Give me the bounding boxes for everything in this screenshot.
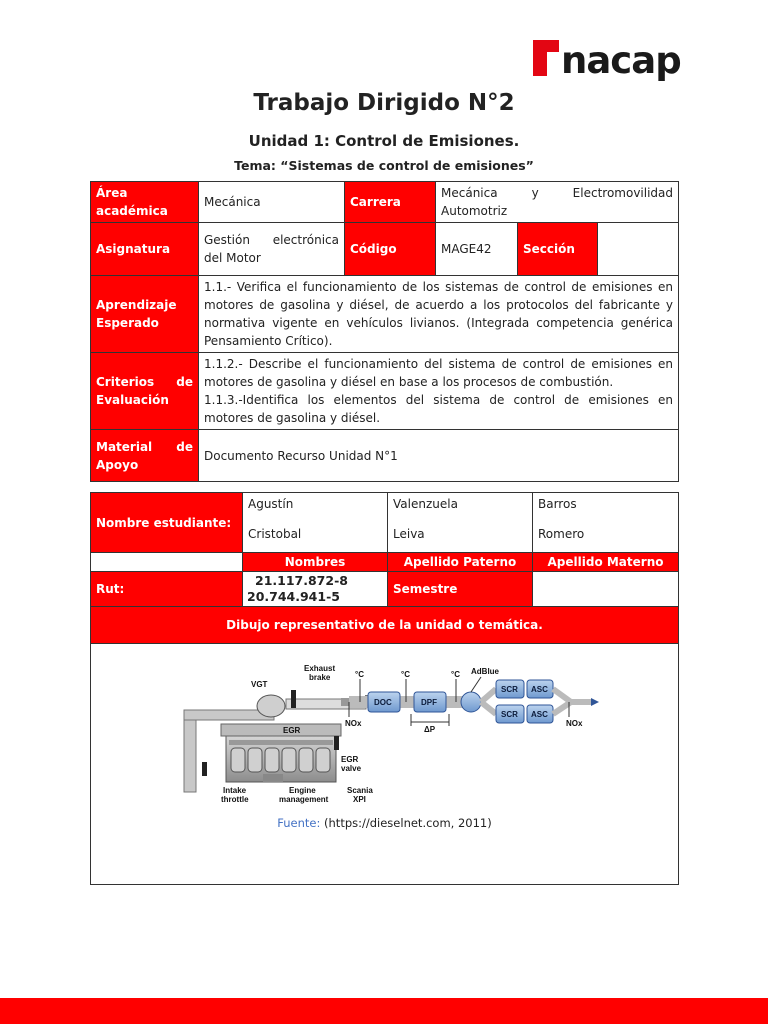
criterio-1: 1.1.2.- Describe el funcionamiento del sistema de control de emisiones en motores de gasolina y diésel en base a los procesos de combustión. [204, 357, 674, 389]
label-intake-2: throttle [221, 795, 249, 804]
codigo-value: MAGE42 [436, 223, 518, 276]
semestre-value [533, 572, 679, 607]
apellido-paterno-header: Apellido Paterno [388, 553, 533, 572]
outlet-arrow [591, 698, 599, 706]
cylinder-3 [265, 748, 279, 772]
student-paternal-2: Leiva [388, 523, 533, 553]
diagram-box [90, 644, 679, 885]
aprendizaje-label: Aprendizaje Esperado [91, 276, 199, 353]
codigo-label: Código [345, 223, 436, 276]
label-temp-2: °C [401, 670, 410, 679]
carrera-value: Mecánica y Electromovilidad Automotriz [436, 182, 679, 223]
merge-top [553, 689, 571, 702]
label-dp: ΔP [424, 725, 436, 734]
rut-2: 20.744.941-5 [247, 589, 340, 604]
nombre-label: Nombre estudiante: [91, 493, 243, 553]
label-intake-1: Intake [223, 786, 247, 795]
label-dpf: DPF [421, 698, 437, 707]
label-scr-top: SCR [501, 685, 518, 694]
tema-line: Tema: “Sistemas de control de emisiones” [234, 158, 534, 173]
label-scania-1: Scania [347, 786, 373, 795]
label-engine-1: Engine [289, 786, 316, 795]
egr-valve-marker [334, 736, 339, 750]
fuente-label: Fuente: [277, 816, 321, 830]
label-temp-1: °C [355, 670, 364, 679]
nombres-header: Nombres [243, 553, 388, 572]
carrera-label: Carrera [345, 182, 436, 223]
label-egr: EGR [283, 726, 301, 735]
header-spacer [91, 553, 243, 572]
cylinder-2 [248, 748, 262, 772]
material-label: Material de Apoyo [91, 430, 199, 482]
cylinder-1 [231, 748, 245, 772]
split-bottom [481, 702, 496, 714]
inacap-logo [533, 38, 681, 82]
student-maternal-2: Romero [533, 523, 679, 553]
apellido-materno-header: Apellido Materno [533, 553, 679, 572]
inacap-logo-text: nacap [561, 39, 681, 82]
student-first-name-1: Agustín [243, 493, 388, 523]
adblue-injector [461, 692, 481, 712]
criterio-2: 1.1.3.-Identifica los elementos del sistema de control de emisiones en motores de gasolina y diésel. [204, 393, 674, 425]
course-info-table [90, 181, 679, 482]
student-table [90, 492, 679, 644]
label-adblue: AdBlue [471, 667, 499, 676]
material-value: Documento Recurso Unidad N°1 [199, 430, 679, 482]
label-doc: DOC [374, 698, 392, 707]
inacap-logo-mark [533, 40, 559, 76]
label-egr-valve-2: valve [341, 764, 362, 773]
fuel-rail [229, 740, 333, 745]
fuente-caption [91, 816, 678, 830]
asignatura-value: Gestión electrónica del Motor [199, 223, 345, 276]
cylinder-5 [299, 748, 313, 772]
seccion-value [598, 223, 679, 276]
label-nox-2: NOx [566, 719, 583, 728]
page-subtitle: Unidad 1: Control de Emisiones. [248, 132, 520, 150]
area-value: Mecánica [199, 182, 345, 223]
merge-bottom [553, 702, 571, 714]
label-temp-3: °C [451, 670, 460, 679]
student-paternal-1: Valenzuela [388, 493, 533, 523]
label-nox-1: NOx [345, 719, 362, 728]
dibujo-label: Dibujo representativo de la unidad o temática. [91, 607, 679, 644]
label-engine-2: management [279, 795, 329, 804]
label-egr-valve-1: EGR [341, 755, 359, 764]
rut-label: Rut: [91, 572, 243, 607]
egr-cooler [221, 724, 341, 736]
label-asc-bottom: ASC [531, 710, 548, 719]
intake-throttle-marker [202, 762, 207, 776]
cylinder-4 [282, 748, 296, 772]
asignatura-label: Asignatura [91, 223, 199, 276]
rut-1: 21.117.872-8 [255, 573, 348, 588]
cylinder-6 [316, 748, 330, 772]
criterios-label: Criterios de Evaluación [91, 353, 199, 430]
label-scr-bottom: SCR [501, 710, 518, 719]
intake-pipe [184, 712, 196, 792]
label-brake: brake [309, 673, 331, 682]
vgt-turbo [257, 695, 285, 717]
fuente-value: (https://dieselnet.com, 2011) [320, 816, 492, 830]
label-asc-top: ASC [531, 685, 548, 694]
adblue-line [471, 677, 481, 692]
seccion-label: Sección [518, 223, 598, 276]
page-title: Trabajo Dirigido N°2 [253, 90, 515, 116]
label-scania-2: XPI [353, 795, 366, 804]
exhaust-brake [291, 690, 296, 708]
label-exhaust: Exhaust [304, 664, 336, 673]
semestre-label: Semestre [388, 572, 533, 607]
student-first-name-2: Cristobal [243, 523, 388, 553]
student-maternal-1: Barros [533, 493, 679, 523]
label-vgt: VGT [251, 680, 268, 689]
rut-values [243, 572, 388, 607]
area-label: Área académica [91, 182, 199, 223]
emission-system-diagram [91, 644, 678, 814]
footer-bar [0, 998, 768, 1024]
criterios-value [199, 353, 679, 430]
engine-sump [263, 774, 283, 782]
aprendizaje-value: 1.1.- Verifica el funcionamiento de los sistemas de control de emisiones en motores de gasolina y diésel, de acuerdo a los protocolos del fabricante y normativa vigente en vehículos livianos. (Integrada competencia genérica Pensamiento Crítico). [199, 276, 679, 353]
